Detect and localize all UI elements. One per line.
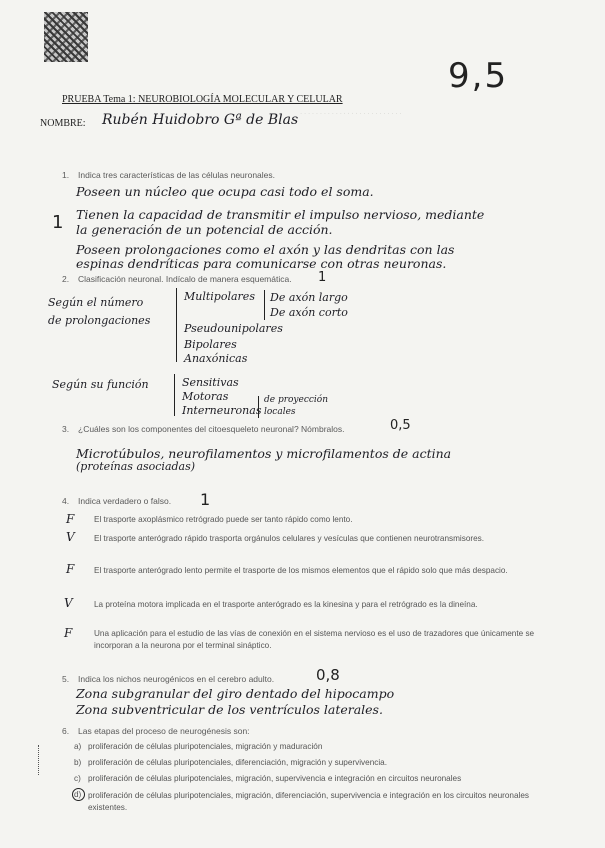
student-name: Rubén Huidobro Gª de Blas bbox=[102, 112, 299, 128]
question-3-answer-1: Microtúbulos, neurofilamentos y microfilamentos de actina bbox=[76, 446, 452, 461]
option-c-letter: c) bbox=[74, 774, 81, 783]
tf-statement-4: La proteína motora implicada en el trasporte anterógrado es la kinesina y para el retrógrado es la dineína. bbox=[94, 600, 478, 609]
question-5-mark: 0,8 bbox=[316, 666, 340, 684]
question-4-mark: 1 bbox=[200, 490, 211, 509]
neuron-type-anaxonic: Anaxónicas bbox=[184, 352, 248, 365]
tf-statement-3: El trasporte anterógrado lento permite el trasporte de los mismos elementos que el rápido solo que más despacio. bbox=[94, 566, 508, 575]
question-1-answer-1: Poseen un núcleo que ocupa casi todo el soma. bbox=[76, 184, 374, 199]
neuron-type-multipolar: Multipolares bbox=[184, 290, 255, 303]
option-d-letter: d) bbox=[74, 790, 82, 799]
question-6-number: 6. bbox=[62, 726, 70, 736]
option-c-text: proliferación de células pluripotenciales, migración, supervivencia e integración en circuitos neuronales bbox=[88, 774, 462, 783]
option-b-letter: b) bbox=[74, 758, 82, 767]
question-1-answer-5: espinas dendríticas para comunicarse con otras neuronas. bbox=[76, 256, 447, 271]
exam-title: PRUEBA Tema 1: NEUROBIOLOGÍA MOLECULAR Y CELULAR bbox=[62, 94, 343, 105]
interneuron-local: locales bbox=[264, 407, 296, 417]
grade: 9,5 bbox=[448, 56, 509, 96]
neuron-subtype-short-axon: De axón corto bbox=[270, 306, 348, 319]
question-2-mark: 1 bbox=[318, 270, 327, 285]
brace-multipolar bbox=[264, 290, 265, 320]
tf-answer-4: V bbox=[64, 596, 73, 610]
option-a-text: proliferación de células pluripotenciales, migración y maduración bbox=[88, 742, 323, 751]
tf-statement-1: El trasporte axoplásmico retrógrado puede ser tanto rápido como lento. bbox=[94, 515, 353, 524]
question-3-text: ¿Cuáles son los componentes del citoesqueleto neuronal? Nómbralos. bbox=[78, 424, 345, 434]
question-3-answer-2: (proteínas asociadas) bbox=[76, 460, 196, 473]
question-5-answer-1: Zona subgranular del giro dentado del hipocampo bbox=[76, 686, 395, 701]
question-1-answer-3: la generación de un potencial de acción. bbox=[76, 222, 333, 237]
tf-answer-2: V bbox=[66, 530, 75, 544]
option-d-text: proliferación de células pluripotenciales, migración, diferenciación, supervivencia e integración en los circuitos neuronales existentes. bbox=[88, 791, 530, 812]
question-2-number: 2. bbox=[62, 274, 70, 284]
margin-scribble bbox=[38, 745, 45, 775]
brace-interneuron bbox=[258, 396, 259, 418]
brace-group-1 bbox=[176, 288, 177, 362]
question-3-number: 3. bbox=[62, 424, 70, 434]
qr-code-icon bbox=[44, 12, 88, 62]
tf-statement-5: Una aplicación para el estudio de las vías de conexión en el sistema nervioso es el uso de trazadores que únicamente se incorporan a la neurona por el terminal sináptico. bbox=[94, 629, 535, 650]
question-4-text: Indica verdadero o falso. bbox=[78, 496, 172, 506]
show-through: · · · · · · · · · · · · · · · · · · · · · · · · · · bbox=[300, 110, 402, 117]
neuron-type-motor: Motoras bbox=[182, 390, 229, 403]
classification-group-2-label: Según su función bbox=[52, 378, 149, 391]
question-4-number: 4. bbox=[62, 496, 70, 506]
question-1-mark: 1 bbox=[52, 212, 64, 233]
name-label: NOMBRE: bbox=[40, 118, 86, 129]
question-2-text: Clasificación neuronal. Indícalo de manera esquemática. bbox=[78, 274, 292, 284]
tf-statement-2: El trasporte anterógrado rápido trasporta orgánulos celulares y vesículas que contienen neurotransmisores. bbox=[94, 534, 485, 543]
tf-answer-1: F bbox=[66, 512, 75, 526]
classification-group-1-label-line-2: de prolongaciones bbox=[48, 314, 151, 327]
tf-answer-3: F bbox=[66, 562, 75, 576]
neuron-type-sensory: Sensitivas bbox=[182, 376, 239, 389]
neuron-type-bipolar: Bipolares bbox=[184, 338, 237, 351]
question-5-answer-2: Zona subventricular de los ventrículos laterales. bbox=[76, 702, 383, 717]
classification-group-1-label-line-1: Según el número bbox=[48, 296, 144, 309]
question-1-answer-4: Poseen prolongaciones como el axón y las dendritas con las bbox=[76, 242, 455, 257]
neuron-type-interneuron: Interneuronas bbox=[182, 404, 262, 417]
neuron-subtype-long-axon: De axón largo bbox=[270, 291, 348, 304]
interneuron-projection: de proyección bbox=[264, 395, 329, 405]
question-5-text: Indica los nichos neurogénicos en el cerebro adulto. bbox=[78, 674, 275, 684]
question-1-answer-2: Tienen la capacidad de transmitir el impulso nervioso, mediante bbox=[76, 207, 485, 222]
question-5-number: 5. bbox=[62, 674, 70, 684]
option-b-text: proliferación de células pluripotenciales, diferenciación, migración y supervivencia. bbox=[88, 758, 387, 767]
question-1-text: Indica tres características de las células neuronales. bbox=[78, 170, 276, 180]
option-a-letter: a) bbox=[74, 742, 82, 751]
tf-answer-5: F bbox=[64, 626, 73, 640]
question-6-text: Las etapas del proceso de neurogénesis son: bbox=[78, 726, 250, 736]
brace-group-2 bbox=[174, 374, 175, 416]
question-1-number: 1. bbox=[62, 170, 70, 180]
neuron-type-pseudounipolar: Pseudounipolares bbox=[184, 322, 283, 335]
question-3-mark: 0,5 bbox=[390, 418, 411, 433]
